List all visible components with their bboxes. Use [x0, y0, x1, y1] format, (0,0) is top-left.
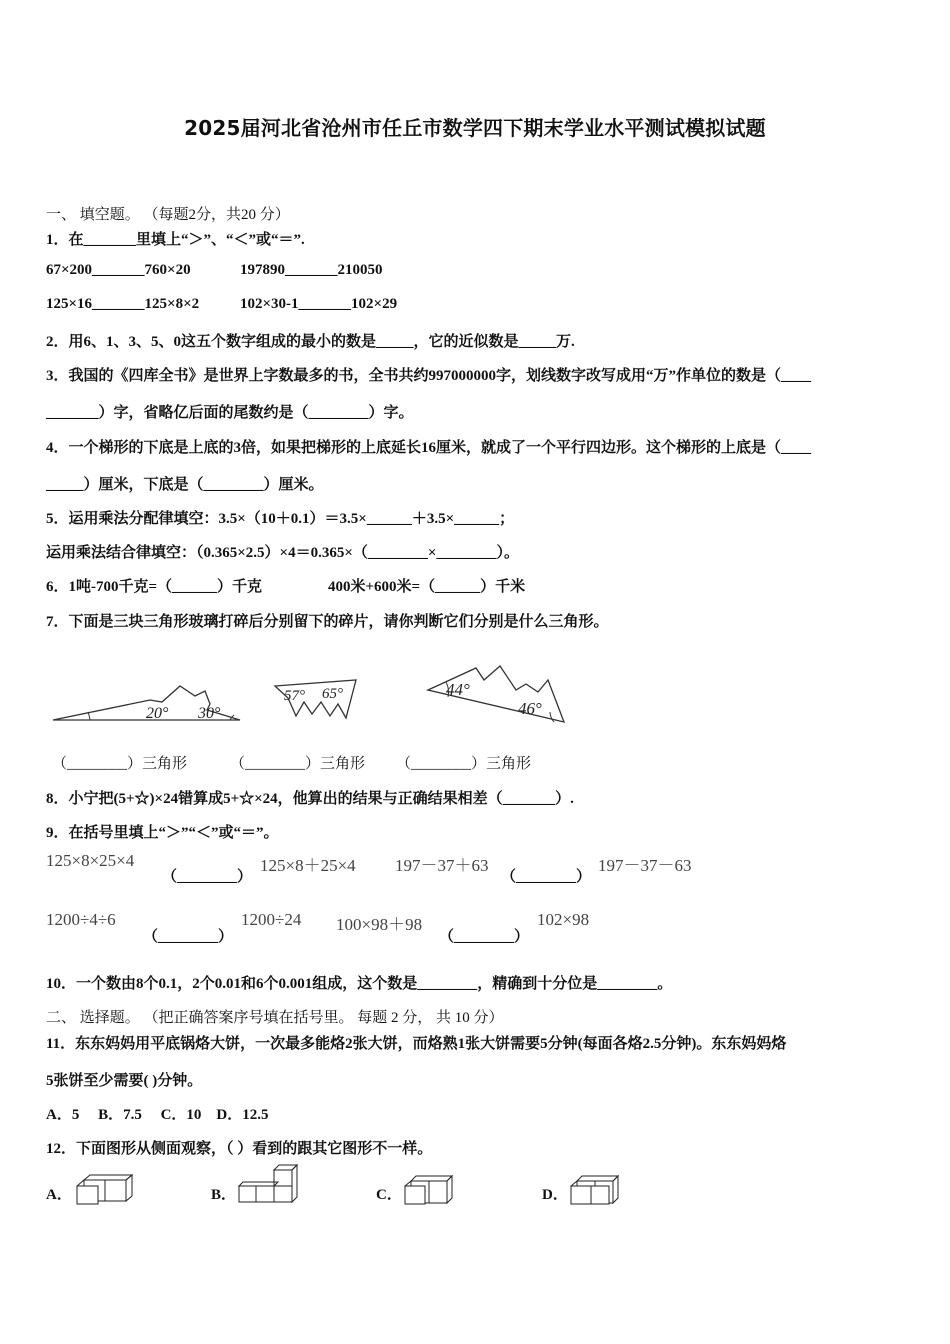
- page-title: 2025届河北省沧州市任丘市数学四下期末学业水平测试模拟试题: [184, 116, 766, 140]
- q12-option-a-cubes: [74, 1174, 134, 1206]
- q7-answer-2: （________）三角形: [230, 756, 366, 772]
- question-6b: 400米+600米=（______）千米: [328, 579, 526, 595]
- question-11-options: A．5 B．7.5 C．10 D．12.5: [46, 1107, 269, 1123]
- section-2-heading: 二、 选择题。 （把正确答案序号填在括号里。 每题 2 分， 共 10 分）: [46, 1010, 504, 1026]
- fig2-angle-2: 65°: [322, 686, 343, 702]
- question-7-stem: 7．下面是三块三角形玻璃打碎后分别留下的碎片，请你判断它们分别是什么三角形。: [46, 614, 609, 630]
- q7-answer-1: （________）三角形: [52, 756, 188, 772]
- question-1c: 125×16_______125×8×2: [46, 296, 200, 312]
- question-4-line-1: 4．一个梯形的下底是上底的3倍，如果把梯形的上底延长16厘米，就成了一个平行四边形。这个梯形的上底是（____: [46, 440, 812, 456]
- fig2-angle-1: 57°: [284, 688, 305, 704]
- question-1a: 67×200_______760×20: [46, 262, 191, 278]
- q9c-left: 1200÷4÷6: [46, 910, 116, 929]
- q12-option-c-cubes: [404, 1174, 454, 1206]
- fig1-angle-2: 30°: [198, 705, 221, 722]
- question-10: 10．一个数由8个0.1，2个0.01和6个0.001组成，这个数是________，精确到十分位是________。: [46, 976, 673, 992]
- question-1b: 197890_______210050: [240, 262, 383, 278]
- q12-option-b-label: B．: [211, 1187, 237, 1203]
- question-4-line-2: _____）厘米，下底是（________）厘米。: [46, 477, 324, 493]
- q9b-blank: （________）: [501, 869, 592, 885]
- question-3-line-2: _______）字，省略亿后面的尾数约是（________）字。: [46, 405, 414, 421]
- q9d-left: 100×98＋98: [336, 915, 423, 934]
- triangle-fragment-2: [274, 676, 364, 720]
- q9c-blank: （________）: [143, 929, 234, 945]
- question-3-line-1: 3．我国的《四库全书》是世界上字数最多的书，全书共约997000000字，划线数字改写成用“万”作单位的数是（____: [46, 368, 812, 384]
- q9b-left: 197－37＋63: [395, 856, 489, 875]
- q7-answer-3: （________）三角形: [396, 756, 532, 772]
- q9d-blank: （________）: [439, 929, 530, 945]
- question-9-stem: 9．在括号里填上“＞”“＜”或“＝”。: [46, 825, 279, 841]
- q9d-right: 102×98: [537, 910, 590, 929]
- question-5-line-1: 5．运用乘法分配律填空：3.5×（10＋0.1）＝3.5×______＋3.5×______；: [46, 511, 515, 527]
- question-5-line-2: 运用乘法结合律填空：（0.365×2.5）×4＝0.365×（________×________）。: [46, 545, 519, 561]
- q12-option-d-label: D．: [542, 1187, 568, 1203]
- q9a-left: 125×8×25×4: [46, 851, 135, 870]
- q9c-right: 1200÷24: [241, 910, 302, 929]
- question-8: 8．小宁把(5+☆)×24错算成5+☆×24，他算出的结果与正确结果相差（_______）.: [46, 791, 574, 807]
- q9a-blank: （________）: [162, 869, 253, 885]
- section-1-heading: 一、 填空题。 （每题2分，共20 分）: [46, 207, 290, 223]
- fig1-angle-1: 20°: [146, 705, 169, 722]
- q12-option-a-label: A．: [46, 1187, 72, 1203]
- question-12-stem: 12．下面图形从侧面观察，（ ）看到的跟其它图形不一样。: [46, 1141, 433, 1157]
- question-1d: 102×30-1_______102×29: [240, 296, 398, 312]
- question-1-stem: 1．在_______里填上“＞”、“＜”或“＝”.: [46, 232, 305, 248]
- question-11-line-2: 5张饼至少需要( )分钟。: [46, 1073, 203, 1089]
- fig3-angle-2: 46°: [518, 699, 542, 718]
- q9a-right: 125×8＋25×4: [260, 856, 356, 875]
- triangle-fragment-3: [426, 664, 566, 726]
- q9b-right: 197－37－63: [598, 856, 692, 875]
- q12-option-b-cubes: [238, 1164, 300, 1206]
- question-6a: 6．1吨-700千克=（______）千克: [46, 579, 263, 595]
- question-11-line-1: 11．东东妈妈用平底锅烙大饼，一次最多能烙2张大饼，而烙熟1张大饼需要5分钟(每面各烙2.5分钟)。东东妈妈烙: [46, 1036, 787, 1052]
- q12-option-d-cubes: [570, 1174, 620, 1206]
- question-2: 2．用6、1、3、5、0这五个数字组成的最小的数是_____，它的近似数是_____万.: [46, 334, 575, 350]
- triangle-fragment-1: [50, 684, 221, 724]
- fig3-angle-1: 44°: [446, 680, 470, 699]
- q12-option-c-label: C．: [376, 1187, 402, 1203]
